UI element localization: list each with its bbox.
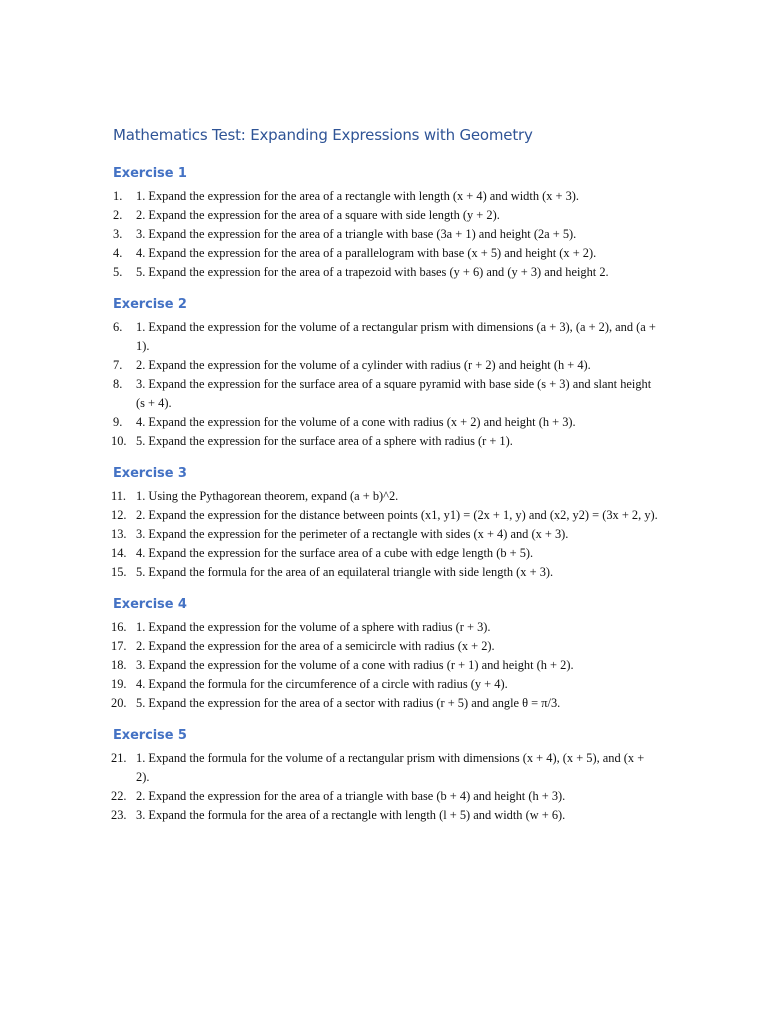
section-heading: Exercise 4 [113, 597, 187, 612]
item-number: 22. [111, 789, 127, 803]
item-number: 19. [111, 677, 127, 691]
document-title: Mathematics Test: Expanding Expressions with Geometry [113, 126, 533, 144]
item-text: 5. Expand the expression for the area of a sector with radius (r + 5) and angle θ = π/3. [136, 696, 561, 710]
exercise-list [113, 318, 658, 451]
item-number: 5. [113, 265, 123, 279]
list-item [113, 187, 658, 206]
item-text: 5. Expand the expression for the area of a trapezoid with bases (y + 6) and (y + 3) and height 2. [136, 265, 609, 279]
item-text: 3. Expand the expression for the perimeter of a rectangle with sides (x + 4) and (x + 3). [136, 527, 569, 541]
list-item [113, 263, 658, 282]
list-item [113, 206, 658, 225]
exercise-section-4 [113, 596, 658, 713]
item-text: 1. Expand the expression for the volume of a sphere with radius (r + 3). [136, 620, 491, 634]
item-text: 5. Expand the formula for the area of an equilateral triangle with side length (x + 3). [136, 565, 554, 579]
exercise-section-3 [113, 465, 658, 582]
exercise-section-5 [113, 727, 658, 825]
item-text: 1. Expand the expression for the volume of a rectangular prism with dimensions (a + 3), (a + 2), and (a + 1). [136, 320, 656, 353]
item-text: 1. Expand the formula for the volume of a rectangular prism with dimensions (x + 4), (x + 5), and (x + 2). [136, 751, 645, 784]
section-heading: Exercise 2 [113, 297, 187, 312]
item-text: 3. Expand the formula for the area of a rectangle with length (l + 5) and width (w + 6). [136, 808, 566, 822]
item-text: 3. Expand the expression for the area of a triangle with base (3a + 1) and height (2a + 5). [136, 227, 577, 241]
item-text: 2. Expand the expression for the area of a square with side length (y + 2). [136, 208, 500, 222]
list-item [113, 694, 658, 713]
item-text: 2. Expand the expression for the volume of a cylinder with radius (r + 2) and height (h + 4). [136, 358, 591, 372]
item-number: 23. [111, 808, 127, 822]
list-item [113, 375, 658, 413]
item-number: 11. [111, 489, 127, 503]
section-heading: Exercise 1 [113, 166, 187, 181]
list-item [113, 787, 658, 806]
exercise-list [113, 618, 658, 713]
item-text: 3. Expand the expression for the volume of a cone with radius (r + 1) and height (h + 2). [136, 658, 574, 672]
item-text: 2. Expand the expression for the distance between points (x1, y1) = (2x + 1, y) and (x2, y2) = (3x + 2, y). [136, 508, 658, 522]
item-text: 1. Expand the expression for the area of a rectangle with length (x + 4) and width (x + 3). [136, 189, 580, 203]
list-item [113, 618, 658, 637]
list-item [113, 656, 658, 675]
list-item [113, 749, 658, 787]
item-text: 4. Expand the expression for the volume of a cone with radius (x + 2) and height (h + 3). [136, 415, 576, 429]
item-number: 8. [113, 377, 123, 391]
exercise-list [113, 749, 658, 825]
item-number: 16. [111, 620, 127, 634]
item-text: 5. Expand the expression for the surface area of a sphere with radius (r + 1). [136, 434, 513, 448]
list-item [113, 356, 658, 375]
item-text: 4. Expand the formula for the circumference of a circle with radius (y + 4). [136, 677, 508, 691]
list-item [113, 544, 658, 563]
item-text: 4. Expand the expression for the surface area of a cube with edge length (b + 5). [136, 546, 534, 560]
item-number: 10. [111, 434, 127, 448]
item-text: 3. Expand the expression for the surface area of a square pyramid with base side (s + 3) and slant height (s + 4). [136, 377, 652, 410]
item-number: 7. [113, 358, 123, 372]
list-item [113, 318, 658, 356]
list-item [113, 487, 658, 506]
item-number: 21. [111, 751, 127, 765]
section-heading: Exercise 5 [113, 728, 187, 743]
list-item [113, 244, 658, 263]
item-number: 14. [111, 546, 127, 560]
item-number: 18. [111, 658, 127, 672]
list-item [113, 432, 658, 451]
list-item [113, 413, 658, 432]
item-number: 12. [111, 508, 127, 522]
item-number: 1. [113, 189, 123, 203]
item-number: 9. [113, 415, 123, 429]
item-number: 2. [113, 208, 123, 222]
item-number: 17. [111, 639, 127, 653]
item-number: 15. [111, 565, 127, 579]
exercise-list [113, 487, 658, 582]
exercise-list [113, 187, 658, 282]
document-page [113, 124, 658, 839]
section-heading: Exercise 3 [113, 466, 187, 481]
item-text: 2. Expand the expression for the area of a triangle with base (b + 4) and height (h + 3). [136, 789, 566, 803]
item-number: 20. [111, 696, 127, 710]
item-text: 2. Expand the expression for the area of a semicircle with radius (x + 2). [136, 639, 495, 653]
item-number: 3. [113, 227, 123, 241]
list-item [113, 506, 658, 525]
list-item [113, 225, 658, 244]
item-text: 4. Expand the expression for the area of a parallelogram with base (x + 5) and height (x + 2). [136, 246, 597, 260]
list-item [113, 806, 658, 825]
item-number: 13. [111, 527, 127, 541]
item-text: 1. Using the Pythagorean theorem, expand (a + b)^2. [136, 489, 399, 503]
exercise-section-1 [113, 165, 658, 282]
list-item [113, 563, 658, 582]
list-item [113, 675, 658, 694]
item-number: 6. [113, 320, 123, 334]
exercise-section-2 [113, 296, 658, 451]
list-item [113, 637, 658, 656]
item-number: 4. [113, 246, 123, 260]
list-item [113, 525, 658, 544]
